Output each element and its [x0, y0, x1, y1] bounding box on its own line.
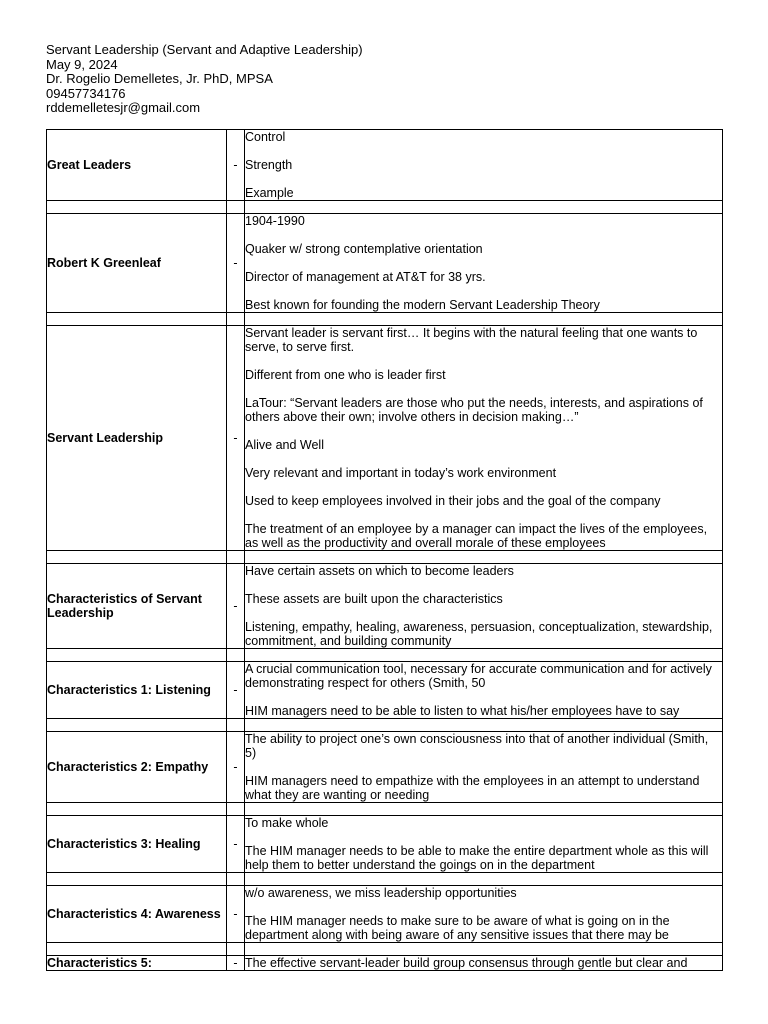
table-row	[47, 214, 723, 313]
content-line: Very relevant and important in today’s work environment	[245, 466, 557, 480]
row-separator: -	[227, 326, 245, 551]
content-line: HIM managers need to empathize with the employees in an attempt to understand what they are wanting or needing	[245, 774, 700, 802]
spacer-cell	[227, 719, 245, 732]
spacer-row	[47, 719, 723, 732]
content-line: w/o awareness, we miss leadership opportunities	[245, 886, 517, 900]
row-content	[245, 886, 723, 943]
row-label: Servant Leadership	[47, 326, 227, 551]
content-line: A crucial communication tool, necessary for accurate communication and for actively demonstrating respect for others (Smith, 50	[245, 662, 712, 690]
row-separator: -	[227, 886, 245, 943]
author-name: Dr. Rogelio Demelletes, Jr. PhD, MPSA	[46, 71, 273, 86]
row-label: Characteristics 4: Awareness	[47, 886, 227, 943]
content-line: LaTour: “Servant leaders are those who put the needs, interests, and aspirations of others above their own; involve others in decision making…”	[245, 396, 703, 424]
content-line: Used to keep employees involved in their jobs and the goal of the company	[245, 494, 661, 508]
table-row	[47, 956, 723, 971]
row-label: Characteristics 1: Listening	[47, 662, 227, 719]
content-line: The treatment of an employee by a manager can impact the lives of the employees, as well as the productivity and overall morale of these employees	[245, 522, 708, 550]
spacer-cell	[227, 873, 245, 886]
spacer-cell	[47, 719, 227, 732]
content-line: The HIM manager needs to be able to make the entire department whole as this will help them to better understand the goings on in the department	[245, 844, 709, 872]
spacer-cell	[47, 313, 227, 326]
content-line: These assets are built upon the characteristics	[245, 592, 503, 606]
content-line: The effective servant-leader build group consensus through gentle but clear and	[245, 956, 688, 970]
spacer-cell	[245, 803, 723, 816]
table-row	[47, 130, 723, 201]
content-line: To make whole	[245, 816, 329, 830]
spacer-row	[47, 551, 723, 564]
table-row	[47, 662, 723, 719]
spacer-cell	[227, 803, 245, 816]
table-row	[47, 326, 723, 551]
spacer-cell	[47, 201, 227, 214]
spacer-cell	[227, 201, 245, 214]
table-row	[47, 886, 723, 943]
spacer-cell	[227, 313, 245, 326]
author-phone: 09457734176	[46, 85, 126, 101]
row-separator: -	[227, 130, 245, 201]
row-separator: -	[227, 816, 245, 873]
row-label: Characteristics 5:	[47, 956, 227, 971]
content-line: Director of management at AT&T for 38 yrs.	[245, 270, 486, 284]
content-line: Listening, empathy, healing, awareness, persuasion, conceptualization, stewardship, commitment, and building community	[245, 620, 713, 648]
content-line: Quaker w/ strong contemplative orientation	[245, 242, 483, 256]
spacer-cell	[245, 719, 723, 732]
content-line: Strength	[245, 158, 293, 172]
content-line: HIM managers need to be able to listen to what his/her employees have to say	[245, 704, 680, 718]
row-separator: -	[227, 732, 245, 803]
spacer-cell	[227, 649, 245, 662]
spacer-cell	[245, 551, 723, 564]
spacer-cell	[245, 313, 723, 326]
row-separator: -	[227, 662, 245, 719]
spacer-cell	[245, 873, 723, 886]
content-line: Have certain assets on which to become leaders	[245, 564, 514, 578]
content-line: Servant leader is servant first… It begins with the natural feeling that one wants to serve, to serve first.	[245, 326, 698, 354]
spacer-row	[47, 943, 723, 956]
document-title: Servant Leadership (Servant and Adaptive Leadership)	[46, 42, 363, 57]
spacer-cell	[47, 873, 227, 886]
spacer-cell	[245, 649, 723, 662]
spacer-cell	[227, 943, 245, 956]
content-line: Alive and Well	[245, 438, 324, 452]
content-line: Best known for founding the modern Servant Leadership Theory	[245, 298, 600, 312]
content-line: The ability to project one’s own consciousness into that of another individual (Smith, 5)	[245, 732, 709, 760]
content-line: The HIM manager needs to make sure to be aware of what is going on in the department along with being aware of any sensitive issues that there may be	[245, 914, 670, 942]
row-content	[245, 662, 723, 719]
spacer-row	[47, 313, 723, 326]
author-email: rddemelletesjr@gmail.com	[46, 100, 201, 115]
spacer-row	[47, 649, 723, 662]
spacer-cell	[245, 943, 723, 956]
document-header	[46, 43, 363, 116]
row-separator: -	[227, 956, 245, 971]
document-date: May 9, 2024	[46, 56, 118, 72]
spacer-cell	[227, 551, 245, 564]
spacer-cell	[47, 649, 227, 662]
content-line: Different from one who is leader first	[245, 368, 446, 382]
content-line: 1904-1990	[245, 214, 305, 228]
table-row	[47, 732, 723, 803]
spacer-cell	[47, 551, 227, 564]
table-row	[47, 564, 723, 649]
notes-table	[46, 129, 723, 971]
spacer-row	[47, 873, 723, 886]
row-content	[245, 564, 723, 649]
content-line: Control	[245, 130, 286, 144]
row-label: Characteristics of Servant Leadership	[47, 564, 227, 649]
row-label: Great Leaders	[47, 130, 227, 201]
row-content	[245, 732, 723, 803]
spacer-cell	[47, 803, 227, 816]
row-content	[245, 326, 723, 551]
row-content	[245, 214, 723, 313]
content-line: Example	[245, 186, 294, 200]
spacer-row	[47, 201, 723, 214]
row-content	[245, 130, 723, 201]
row-label: Characteristics 3: Healing	[47, 816, 227, 873]
row-content	[245, 816, 723, 873]
spacer-cell	[47, 943, 227, 956]
row-label: Characteristics 2: Empathy	[47, 732, 227, 803]
row-separator: -	[227, 214, 245, 313]
spacer-cell	[245, 201, 723, 214]
spacer-row	[47, 803, 723, 816]
row-separator: -	[227, 564, 245, 649]
row-content	[245, 956, 723, 971]
table-row	[47, 816, 723, 873]
row-label: Robert K Greenleaf	[47, 214, 227, 313]
